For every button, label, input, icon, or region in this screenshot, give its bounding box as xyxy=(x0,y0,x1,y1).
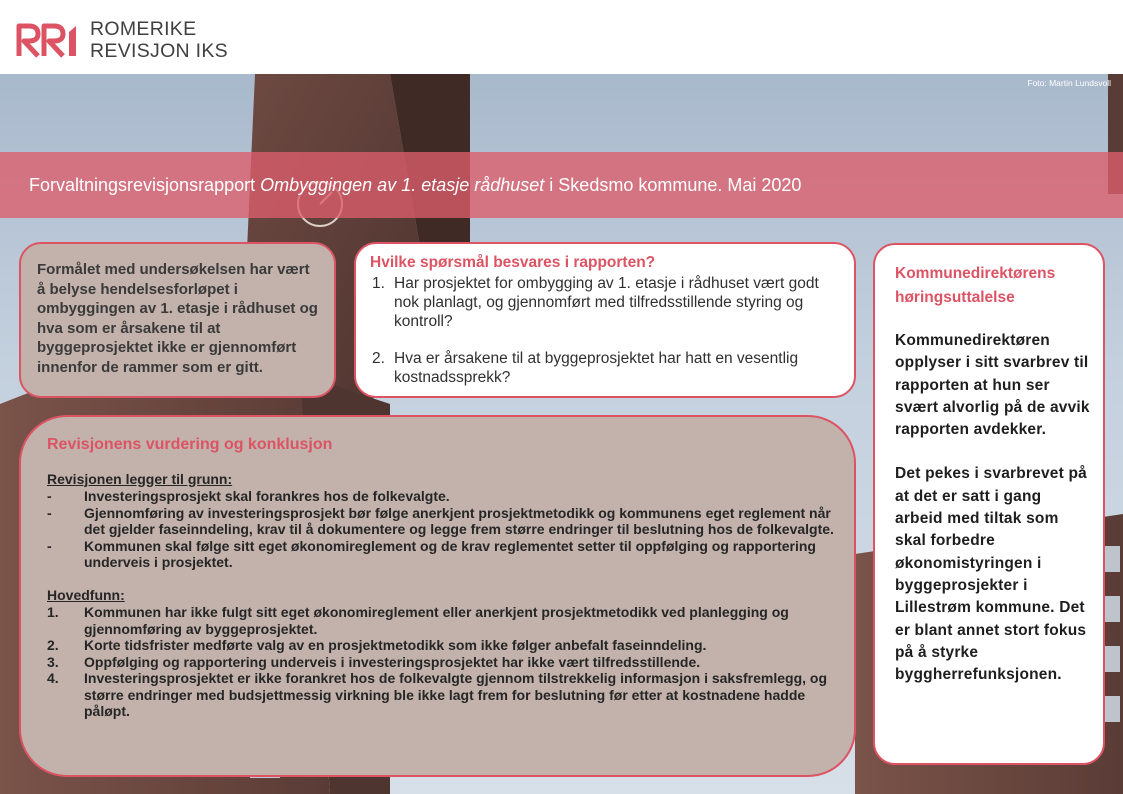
list-item xyxy=(47,637,834,654)
basis-text: Gjennomføring av investeringsprosjekt bør følge anerkjent prosjektmetodikk og kommunens eget reglement når det gjelder faseinndeling, krav til å dokumentere og legge frem større endringer til beslutning hos de folkevalgte. xyxy=(84,504,834,537)
bullet: - xyxy=(47,504,52,521)
questions-title: Hvilke spørsmål besvares i rapporten? xyxy=(370,254,656,271)
comment-paragraph: Det pekes i svarbrevet på at det er satt i gang arbeid med tiltak som skal forbedre økonomistyringen i byggeprosjekter i Lillestrøm kommune. Det er blant annet stort fokus på å styrke byggherrefunksjonen. xyxy=(895,465,1087,684)
list-item xyxy=(370,274,840,331)
questions-box xyxy=(354,242,856,398)
consultation-response-box xyxy=(873,243,1105,765)
bullet: 2. xyxy=(47,637,59,653)
finding-text: Korte tidsfrister medførte valg av en prosjektmetodikk som ikke følger anbefalt faseinndeling. xyxy=(84,637,707,653)
banner-prefix: Forvaltningsrevisjonsrapport xyxy=(29,175,261,195)
assessment-box xyxy=(19,415,856,777)
photo-credit: Foto: Martin Lundsvoll xyxy=(1027,78,1111,88)
bullet: - xyxy=(47,537,52,554)
report-title-banner xyxy=(0,152,1123,218)
bullet: 3. xyxy=(47,653,59,670)
list-item xyxy=(47,488,834,505)
list-item xyxy=(47,654,834,671)
banner-title: Ombyggingen av 1. etasje rådhuset xyxy=(260,175,545,195)
bullet: 4. xyxy=(47,670,59,686)
basis-heading: Revisjonen legger til grunn: xyxy=(47,470,233,487)
page-header xyxy=(0,0,1123,74)
question-number: 2. xyxy=(372,350,385,367)
finding-text: Kommunen har ikke fulgt sitt eget økonomireglement eller anerkjent prosjektmetodikk ved planlegging og gjennomføring av byggeprosjektet. xyxy=(84,604,789,637)
basis-text: Kommunen skal følge sitt eget økonomireglement og de krav reglementet setter til oppfølging og rapportering underveis i prosjektet. xyxy=(84,537,816,570)
logo-line-2: REVISJON IKS xyxy=(90,40,228,62)
finding-text: Oppfølging og rapportering underveis i investeringsprosjektet har ikke vært tilfredsstillende. xyxy=(84,653,701,670)
question-number: 1. xyxy=(372,275,385,292)
logo-text xyxy=(90,18,228,62)
finding-text: Investeringsprosjektet er ikke forankret hos de folkevalgte gjennom tilstrekkelig informasjon i saksfremlegg, og større endringer med budsjettmessig virkning ble ikke lagt frem for beslutning før etter at kostnadene hadde påløpt. xyxy=(84,670,828,719)
list-item xyxy=(47,670,834,720)
comment-text xyxy=(895,330,1093,686)
comment-title: Kommunedirektørens høringsuttalelse xyxy=(895,265,1056,306)
comment-paragraph: Kommunedirektøren opplyser i sitt svarbrev til rapporten at hun ser svært alvorlig på de avvik rapporten avdekker. xyxy=(895,332,1090,439)
questions-list xyxy=(370,274,840,387)
purpose-box xyxy=(19,242,336,398)
list-item xyxy=(47,604,834,637)
banner-suffix: i Skedsmo kommune. Mai 2020 xyxy=(544,175,802,195)
question-text: Hva er årsakene til at byggeprosjektet har hatt en vesentlig kostnadssprekk? xyxy=(394,350,799,386)
bullet: - xyxy=(47,488,52,504)
rri-logo-icon xyxy=(16,22,82,58)
list-item xyxy=(47,505,834,538)
basis-text: Investeringsprosjekt skal forankres hos de folkevalgte. xyxy=(84,488,450,504)
purpose-text: Formålet med undersøkelsen har vært å belyse hendelsesforløpet i ombyggingen av 1. etasje i rådhuset og hva som er årsakene til at byggeprosjektet ikke er gjennomført innenfor de rammer som er gitt. xyxy=(37,261,318,376)
list-item xyxy=(47,538,834,571)
bullet: 1. xyxy=(47,604,59,620)
question-text: Har prosjektet for ombygging av 1. etasje i rådhuset vært godt nok planlagt, og gjennomført med tilfredsstillende styring og kontroll? xyxy=(394,275,819,330)
findings-heading: Hovedfunn: xyxy=(47,586,125,603)
logo-line-1: ROMERIKE xyxy=(90,18,197,40)
assessment-title: Revisjonens vurdering og konklusjon xyxy=(47,436,333,453)
list-item xyxy=(370,349,840,387)
